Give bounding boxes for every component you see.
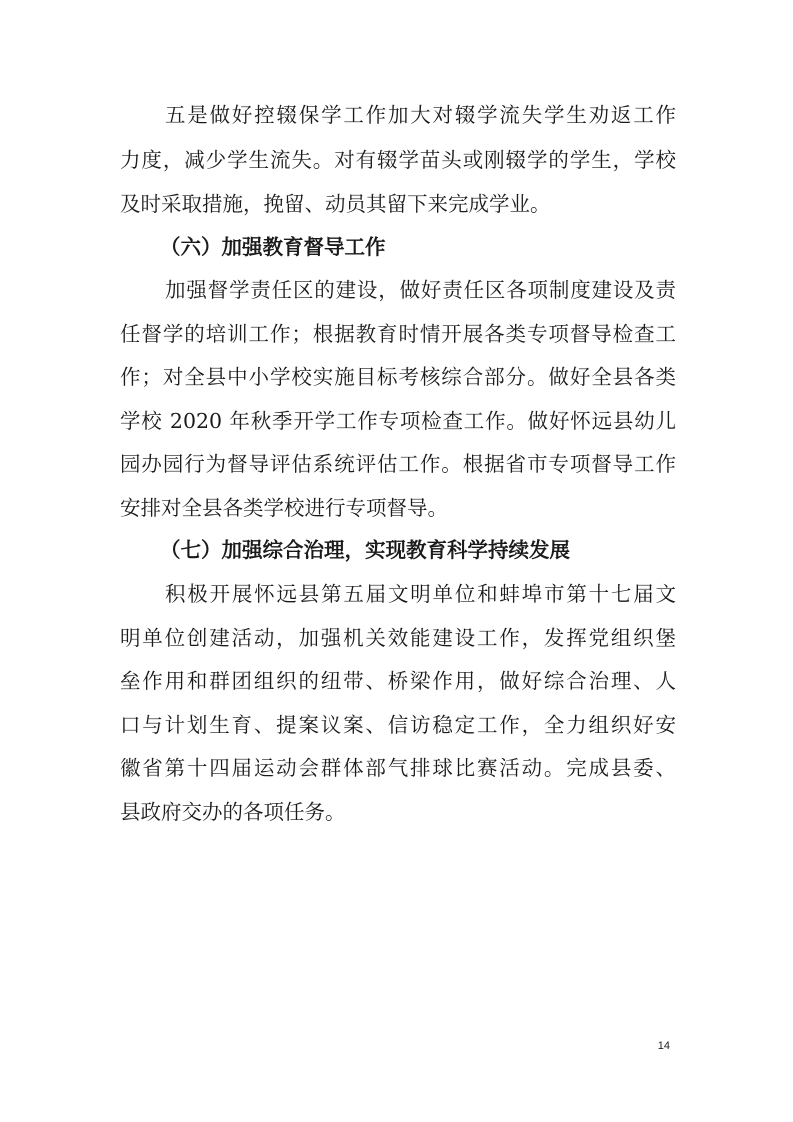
paragraph-5-line-2: 力度，减少学生流失。对有辍学苗头或刚辍学的学生，学校 xyxy=(120,148,676,172)
paragraph-6-line-3: 作；对全县中小学校实施目标考核综合部分。做好全县各类 xyxy=(120,365,676,389)
paragraph-7-line-6: 县政府交办的各项任务。 xyxy=(120,800,346,824)
paragraph-6-line-6: 安排对全县各类学校进行专项督导。 xyxy=(120,496,448,520)
paragraph-6-line-4: 学校 2020 年秋季开学工作专项检查工作。做好怀远县幼儿 xyxy=(120,409,676,433)
paragraph-6-line-5: 园办园行为督导评估系统评估工作。根据省市专项督导工作 xyxy=(120,452,676,476)
paragraph-5-line-3: 及时采取措施，挽留、动员其留下来完成学业。 xyxy=(120,192,551,216)
section-heading-6: （六）加强教育督导工作 xyxy=(160,235,386,259)
paragraph-7-line-5: 徽省第十四届运动会群体部气排球比赛活动。完成县委、 xyxy=(120,756,676,780)
section-heading-7: （七）加强综合治理，实现教育科学持续发展 xyxy=(160,538,570,562)
paragraph-7-line-2: 明单位创建活动，加强机关效能建设工作，发挥党组织堡 xyxy=(120,626,676,650)
paragraph-5-line-1: 五是做好控辍保学工作加大对辍学流失学生劝返工作 xyxy=(165,103,676,127)
paragraph-6-line-1: 加强督学责任区的建设，做好责任区各项制度建设及责 xyxy=(165,278,676,302)
paragraph-7-line-4: 口与计划生育、提案议案、信访稳定工作，全力组织好安 xyxy=(120,713,676,737)
paragraph-7-line-3: 垒作用和群团组织的纽带、桥梁作用，做好综合治理、人 xyxy=(120,669,676,693)
page-number: 14 xyxy=(657,1040,670,1052)
paragraph-6-line-2: 任督学的培训工作；根据教育时情开展各类专项督导检查工 xyxy=(120,322,676,346)
paragraph-7-line-1: 积极开展怀远县第五届文明单位和蚌埠市第十七届文 xyxy=(165,582,676,606)
